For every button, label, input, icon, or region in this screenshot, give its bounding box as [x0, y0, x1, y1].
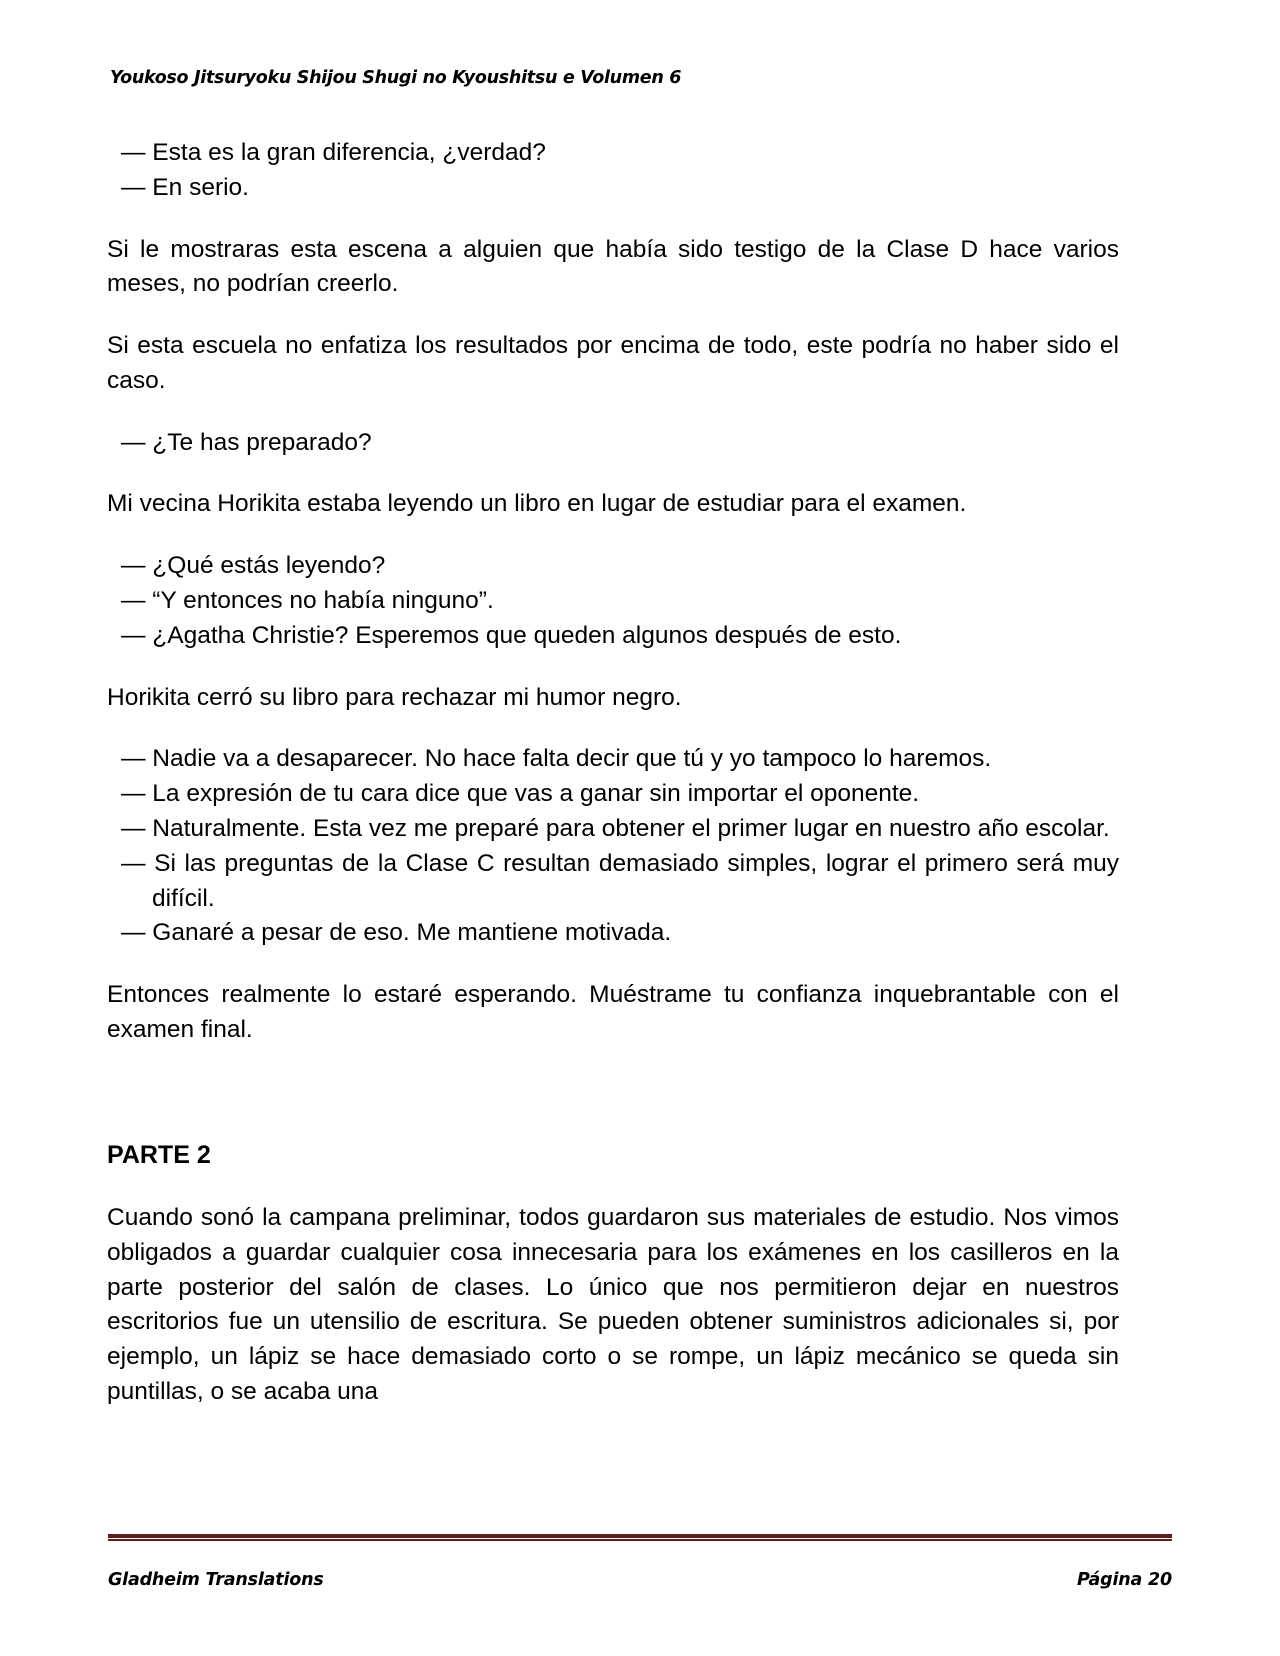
- dialogue-line: — La expresión de tu cara dice que vas a ganar sin importar el oponente.: [121, 780, 920, 808]
- footer-divider-thin: [108, 1539, 1172, 1541]
- body-paragraph: Mi vecina Horikita estaba leyendo un libro en lugar de estudiar para el examen.: [107, 490, 967, 518]
- dialogue-block-1: [107, 136, 1119, 206]
- body-paragraph: Cuando sonó la campana preliminar, todos guardaron sus materiales de estudio. Nos vimos obligados a guardar cualquier cosa innecesaria para los exámenes en los casilleros en la parte posterior del salón de clases. Lo único que nos permitieron dejar en nuestros escritorios fue un utensilio de escritura. Se pueden obtener suministros adicionales si, por ejemplo, un lápiz se hace demasiado corto o se rompe, un lápiz mecánico se queda sin puntillas, o se acaba una: [107, 1204, 1119, 1406]
- footer-translator-credit: Gladheim Translations: [108, 1570, 324, 1590]
- dialogue-block-2: [107, 426, 1119, 461]
- dialogue-line: — ¿Te has preparado?: [121, 428, 372, 456]
- dialogue-block-3: [107, 549, 1119, 653]
- body-paragraph: Entonces realmente lo estaré esperando. Muéstrame tu confianza inquebrantable con el examen final.: [107, 981, 1119, 1043]
- footer-page-number: Página 20: [1077, 1570, 1172, 1590]
- body-paragraph: Horikita cerró su libro para rechazar mi humor negro.: [107, 683, 682, 711]
- running-header-title: Youkoso Jitsuryoku Shijou Shugi no Kyoushitsu e Volumen 6: [110, 68, 682, 88]
- dialogue-block-4: [107, 742, 1119, 951]
- dialogue-line: — En serio.: [121, 173, 249, 201]
- section-spacer: [107, 1075, 1119, 1139]
- dialogue-line: — “Y entonces no había ninguno”.: [121, 587, 494, 615]
- page-body: [107, 136, 1119, 1437]
- dialogue-line: — ¿Agatha Christie? Esperemos que queden algunos después de esto.: [121, 621, 902, 649]
- dialogue-line: — Ganaré a pesar de eso. Me mantiene motivada.: [121, 919, 672, 947]
- dialogue-line: — Naturalmente. Esta vez me preparé para obtener el primer lugar en nuestro año escolar.: [121, 814, 1110, 842]
- dialogue-line: — Nadie va a desaparecer. No hace falta decir que tú y yo tampoco lo haremos.: [121, 745, 992, 773]
- dialogue-line: — Si las preguntas de la Clase C resultan demasiado simples, lograr el primero será muy difícil.: [121, 849, 1119, 912]
- page-footer: [108, 1570, 1172, 1590]
- body-paragraph: Si le mostraras esta escena a alguien que había sido testigo de la Clase D hace varios meses, no podrían creerlo.: [107, 235, 1119, 298]
- body-paragraph: Si esta escuela no enfatiza los resultados por encima de todo, este podría no haber sido el caso.: [107, 332, 1119, 394]
- dialogue-line: — Esta es la gran diferencia, ¿verdad?: [121, 139, 546, 166]
- footer-divider: [108, 1534, 1172, 1541]
- dialogue-line: — ¿Qué estás leyendo?: [121, 552, 386, 580]
- section-heading: PARTE 2: [107, 1140, 211, 1169]
